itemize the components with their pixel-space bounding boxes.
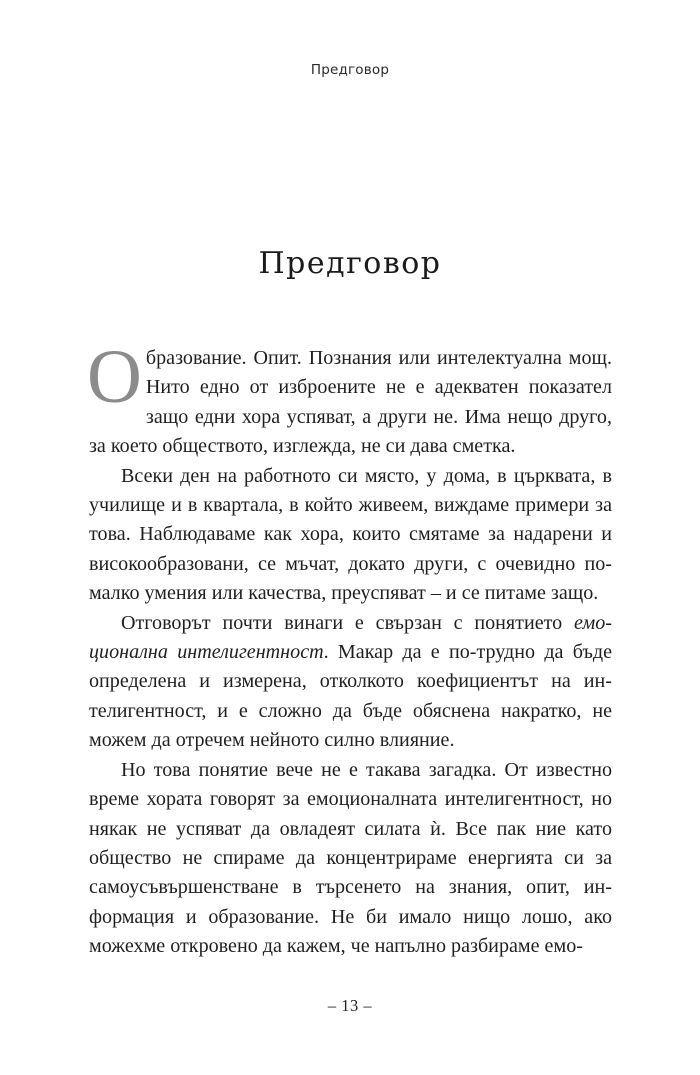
paragraph-3-text-start: Отговорът почти винаги е свързан с понятието	[121, 611, 574, 634]
page-number: – 13 –	[327, 996, 373, 1015]
paragraph-1	[87, 335, 612, 462]
paragraph-3-text-end: . Макар да е по-трудно да бъде определена и измерена, отколкото коефициентът на интелигентност, и е сложно да бъде обяснена накратко, не можем да отречем нейното силно влияние.	[89, 641, 612, 752]
running-header: Предговор	[310, 62, 390, 78]
drop-cap: О	[87, 335, 142, 419]
chapter-title: Предговор	[258, 246, 442, 281]
paragraph-4: Но това понятие вече не е такава загадка. От известно време хората говорят за емоционалната интелигентност, но някак не успяват да овладеят силата ѝ. Все пак ние като общество не спираме да концентрираме енергията си за самоусъвършенстване в търсенето на знания, опит, информация и образование. Не би имало нищо лошо, ако можехме откровено да кажем, че напълно разбираме емо-	[89, 758, 612, 958]
body-text	[87, 335, 612, 962]
paragraph-1-text: бразование. Опит. Познания или интелектуална мощ. Нито едно от изброените не е адекватен показател защо едни хора успяват, а други не. Има нещо друго, за което обществото, изглежда, не си дава сметка.	[89, 347, 612, 458]
paragraph-2: Всеки ден на работното си място, у дома, в църквата, в училище и в квартала, в който живеем, виждаме примери за това. Наблюдаваме как хора, които смятаме за надарени и високообразовани, се мъчат, докато други, с очевидно по-малко умения или качества, преуспяват – и се питаме защо.	[89, 464, 612, 605]
paragraph-3	[89, 609, 612, 756]
emphasis-term: емоционална интелигентност	[89, 611, 612, 664]
